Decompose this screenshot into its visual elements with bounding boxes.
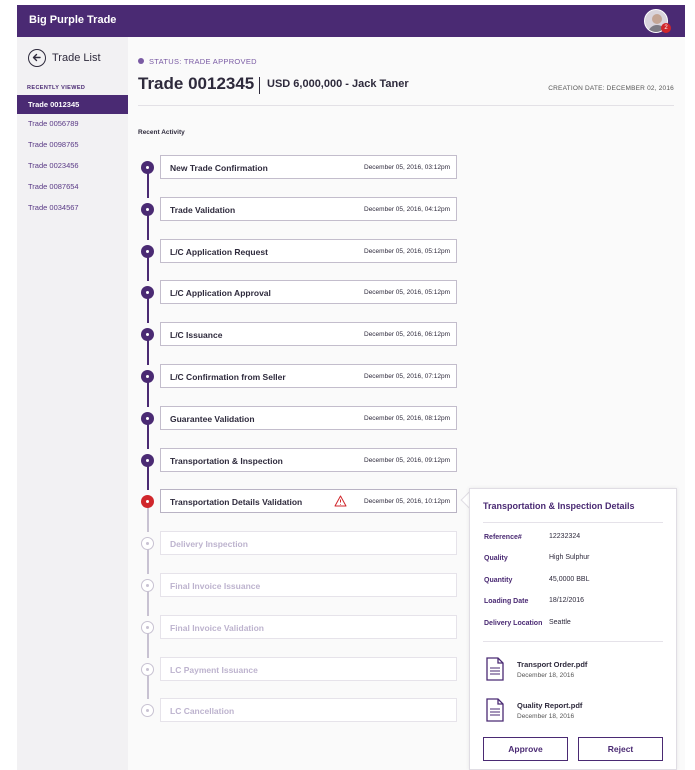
timeline-node <box>141 203 154 216</box>
timeline-step[interactable] <box>160 531 457 555</box>
step-date: December 05, 2016, 08:12pm <box>364 414 450 422</box>
step-name: L/C Application Request <box>170 246 268 257</box>
reference-value: 12232324 <box>549 533 581 540</box>
step-name: New Trade Confirmation <box>170 163 268 173</box>
step-name: Transportation & Inspection <box>170 455 283 466</box>
top-bar <box>17 5 685 37</box>
step-name: L/C Confirmation from Seller <box>170 372 286 382</box>
timeline-step[interactable] <box>160 448 457 472</box>
timeline-node <box>141 245 154 258</box>
trade-list-link[interactable]: Trade List <box>52 52 101 64</box>
quality-value: High Sulphur <box>549 554 590 561</box>
step-name: Delivery Inspection <box>170 539 248 550</box>
avatar-head <box>652 14 662 24</box>
timeline-node <box>141 161 154 174</box>
timeline-node <box>141 454 154 467</box>
step-date: December 05, 2016, 05:12pm <box>364 247 450 255</box>
step-name: Trade Validation <box>170 204 236 215</box>
trade-amount-counterparty: USD 6,000,000 - Jack Taner <box>267 78 409 90</box>
step-name: L/C Application Approval <box>170 288 271 299</box>
delivery-location-label: Delivery Location <box>484 620 543 627</box>
timeline-node <box>141 537 154 550</box>
quantity-label: Quantity <box>484 577 513 584</box>
details-title: Transportation & Inspection Details <box>483 501 635 511</box>
app-title: Big Purple Trade <box>29 14 117 26</box>
timeline-step[interactable] <box>160 364 457 388</box>
sidebar-item-trade-0056789[interactable]: Trade 0056789 <box>28 119 79 128</box>
status-badge <box>138 57 257 66</box>
delivery-location-value: Seattle <box>549 619 571 626</box>
timeline-node <box>141 370 154 383</box>
timeline-step[interactable] <box>160 197 457 221</box>
reference-label: Reference# <box>484 534 522 541</box>
timeline-step[interactable] <box>160 615 457 639</box>
timeline-step[interactable] <box>160 280 457 304</box>
page-title: Trade 0012345 <box>138 74 255 93</box>
step-date: December 05, 2016, 09:12pm <box>364 456 450 464</box>
document-date: December 18, 2016 <box>517 713 575 720</box>
timeline-step[interactable] <box>160 698 457 722</box>
creation-date: CREATION DATE: DECEMBER 02, 2016 <box>548 85 674 92</box>
document-icon <box>486 698 504 722</box>
step-date: December 05, 2016, 05:12pm <box>364 289 450 297</box>
loading-date-value: 18/12/2016 <box>549 597 585 604</box>
document-name: Quality Report.pdf <box>517 701 583 710</box>
reject-button[interactable]: Reject <box>578 737 663 761</box>
step-date: December 05, 2016, 03:12pm <box>364 164 450 171</box>
step-name: Transportation Details Validation <box>170 497 303 508</box>
documents-divider <box>483 641 663 642</box>
timeline-node <box>141 579 154 592</box>
title-divider <box>259 77 260 94</box>
app-window <box>17 5 685 770</box>
step-date: December 05, 2016, 10:12pm <box>364 498 450 506</box>
document-name: Transport Order.pdf <box>517 660 588 669</box>
step-name: LC Payment Issuance <box>170 664 258 675</box>
status-dot-icon <box>138 58 144 64</box>
back-arrow-icon[interactable] <box>28 49 46 67</box>
sidebar-item-trade-0034567[interactable]: Trade 0034567 <box>28 203 79 212</box>
timeline-node <box>141 621 154 634</box>
recent-trades-list <box>17 95 128 219</box>
timeline-node <box>141 328 154 341</box>
details-panel <box>469 488 677 770</box>
timeline-node <box>141 495 154 508</box>
timeline-node <box>141 412 154 425</box>
sidebar-item-trade-0023456[interactable]: Trade 0023456 <box>28 161 79 170</box>
timeline-step[interactable] <box>160 322 457 346</box>
loading-date-label: Loading Date <box>484 598 529 605</box>
details-divider <box>483 522 663 523</box>
recent-activity-label: Recent Activity <box>138 129 185 136</box>
recently-viewed-label: RECENTLY VIEWED <box>27 85 86 91</box>
document-quality-report[interactable] <box>486 698 656 728</box>
timeline-node <box>141 704 154 717</box>
step-date: December 05, 2016, 04:12pm <box>364 205 450 213</box>
status-text: STATUS: TRADE APPROVED <box>149 57 257 66</box>
timeline-step[interactable] <box>160 406 457 430</box>
timeline-step[interactable] <box>160 489 457 513</box>
timeline-step[interactable] <box>160 657 457 681</box>
sidebar-item-trade-0087654[interactable]: Trade 0087654 <box>28 182 79 191</box>
timeline-step[interactable] <box>160 573 457 597</box>
main-content <box>128 37 685 770</box>
document-date: December 18, 2016 <box>517 672 575 679</box>
timeline-step[interactable] <box>160 155 457 179</box>
step-name: Final Invoice Issuance <box>170 581 261 591</box>
step-date: December 05, 2016, 07:12pm <box>364 373 450 380</box>
timeline-node <box>141 663 154 676</box>
warning-icon <box>334 495 347 507</box>
document-icon <box>486 657 504 681</box>
step-date: December 05, 2016, 06:12pm <box>364 331 450 339</box>
timeline-step[interactable] <box>160 239 457 263</box>
timeline-node <box>141 286 154 299</box>
notification-badge[interactable]: 2 <box>661 23 671 33</box>
sidebar-item-trade-0012345[interactable]: Trade 0012345 <box>17 95 128 114</box>
step-name: Final Invoice Validation <box>170 622 264 633</box>
step-name: L/C Issuance <box>170 330 223 341</box>
quantity-value: 45,0000 BBL <box>549 576 590 583</box>
sidebar <box>17 37 128 770</box>
header-divider <box>138 105 674 106</box>
approve-button[interactable]: Approve <box>483 737 568 761</box>
document-transport-order[interactable] <box>486 657 656 687</box>
quality-label: Quality <box>484 555 508 562</box>
sidebar-item-trade-0098765[interactable]: Trade 0098765 <box>28 140 79 149</box>
step-name: LC Cancellation <box>170 706 235 717</box>
step-name: Guarantee Validation <box>170 413 255 424</box>
